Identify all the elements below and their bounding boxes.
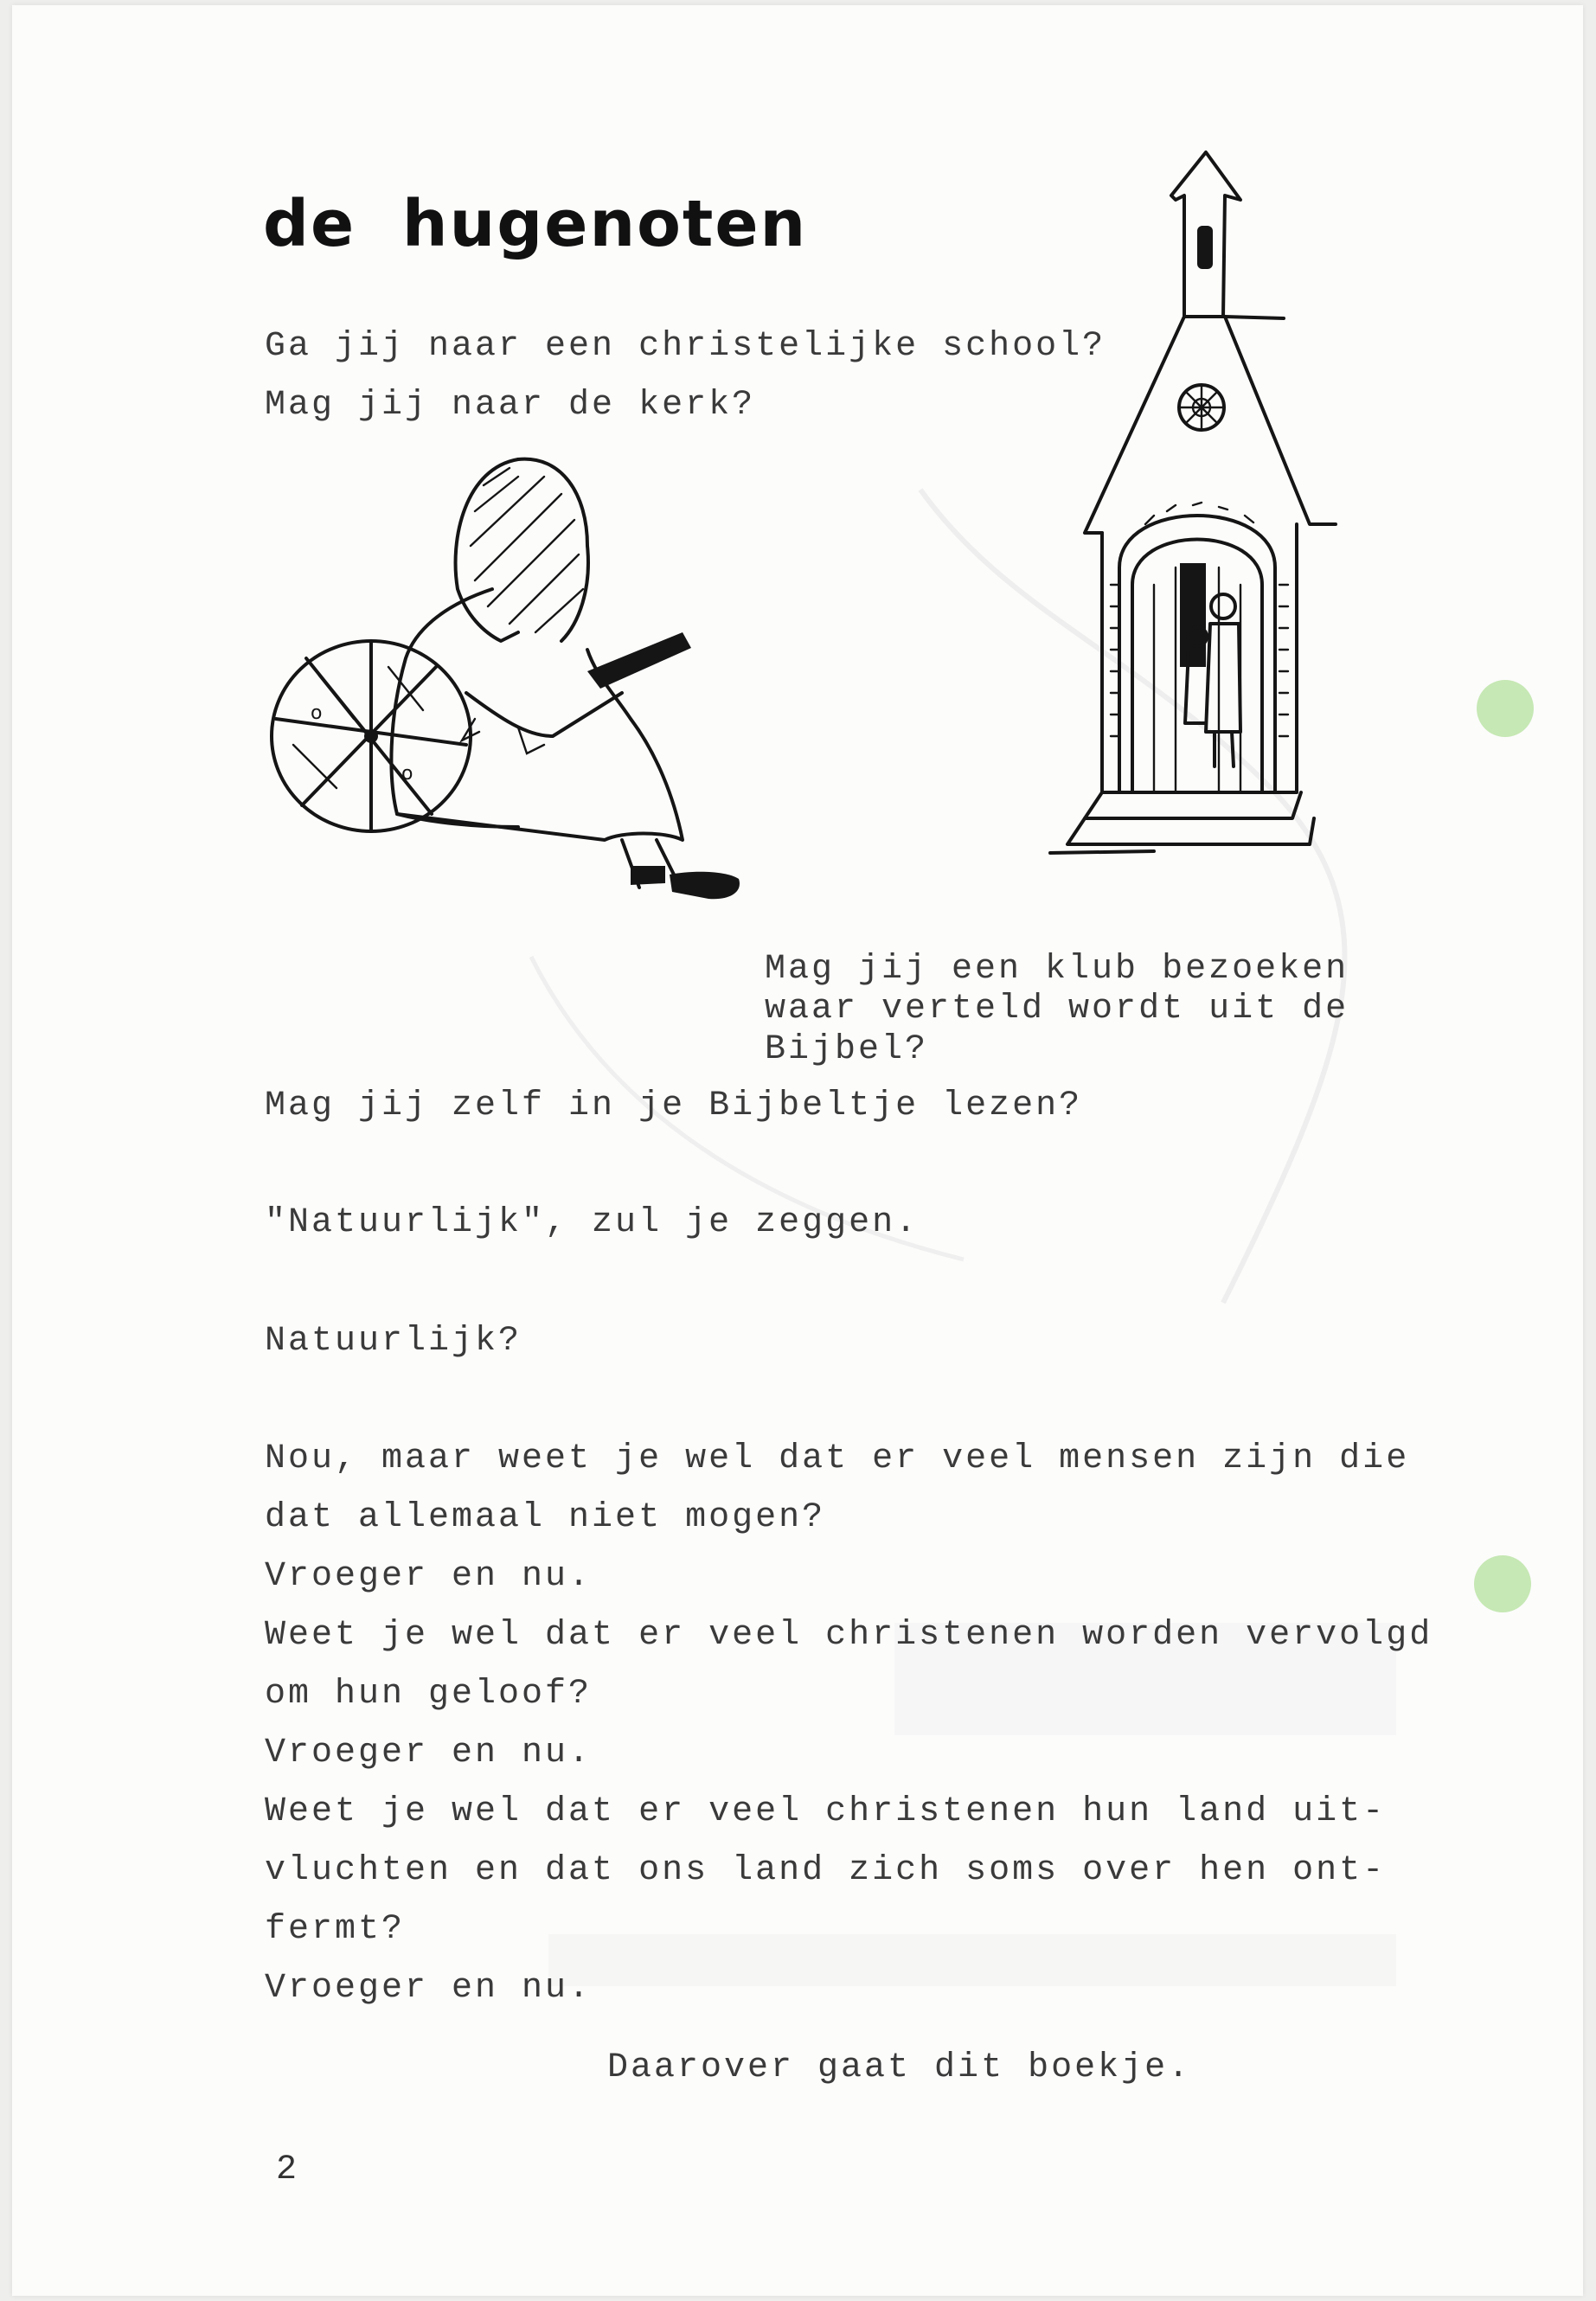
paragraph-line: Weet je wel dat er veel christenen hun land uit-: [265, 1792, 1387, 1831]
closing-line: Daarover gaat dit boekje.: [607, 2048, 1192, 2087]
punch-hole: [1474, 1555, 1531, 1612]
svg-text:o: o: [311, 702, 323, 724]
svg-text:o: o: [401, 763, 413, 785]
paragraph-line: Mag jij naar de kerk?: [265, 386, 756, 425]
paragraph-line: Nou, maar weet je wel dat er veel mensen zijn die: [265, 1439, 1410, 1478]
page-number: 2: [276, 2150, 298, 2189]
paragraph-line: Weet je wel dat er veel christenen worden vervolgd: [265, 1616, 1433, 1655]
paragraph-line: dat allemaal niet mogen?: [265, 1498, 826, 1537]
paragraph-line: Ga jij naar een christelijke school?: [265, 327, 1106, 366]
paragraph-line: Vroeger en nu.: [265, 1734, 593, 1772]
paragraph-line: Mag jij een klub bezoeken: [765, 950, 1349, 989]
paragraph-line: Bijbel?: [765, 1030, 929, 1069]
paragraph-line: vluchten en dat ons land zich soms over hen ont-: [265, 1851, 1387, 1890]
paragraph-line: om hun geloof?: [265, 1675, 593, 1714]
paragraph-line: fermt?: [265, 1910, 406, 1949]
church-icon: [1033, 135, 1431, 879]
document-page: [12, 5, 1583, 2296]
page-title: de hugenoten: [263, 187, 808, 261]
paragraph-line: "Natuurlijk", zul je zeggen.: [265, 1203, 920, 1242]
girl-reading-icon: [259, 433, 812, 918]
paragraph-line: Vroeger en nu.: [265, 1969, 593, 2008]
punch-hole: [1477, 680, 1534, 737]
paragraph-line: Mag jij zelf in je Bijbeltje lezen?: [265, 1086, 1083, 1125]
paragraph-line: waar verteld wordt uit de: [765, 990, 1349, 1029]
paragraph-line: Natuurlijk?: [265, 1322, 522, 1361]
paragraph-line: Vroeger en nu.: [265, 1557, 593, 1596]
